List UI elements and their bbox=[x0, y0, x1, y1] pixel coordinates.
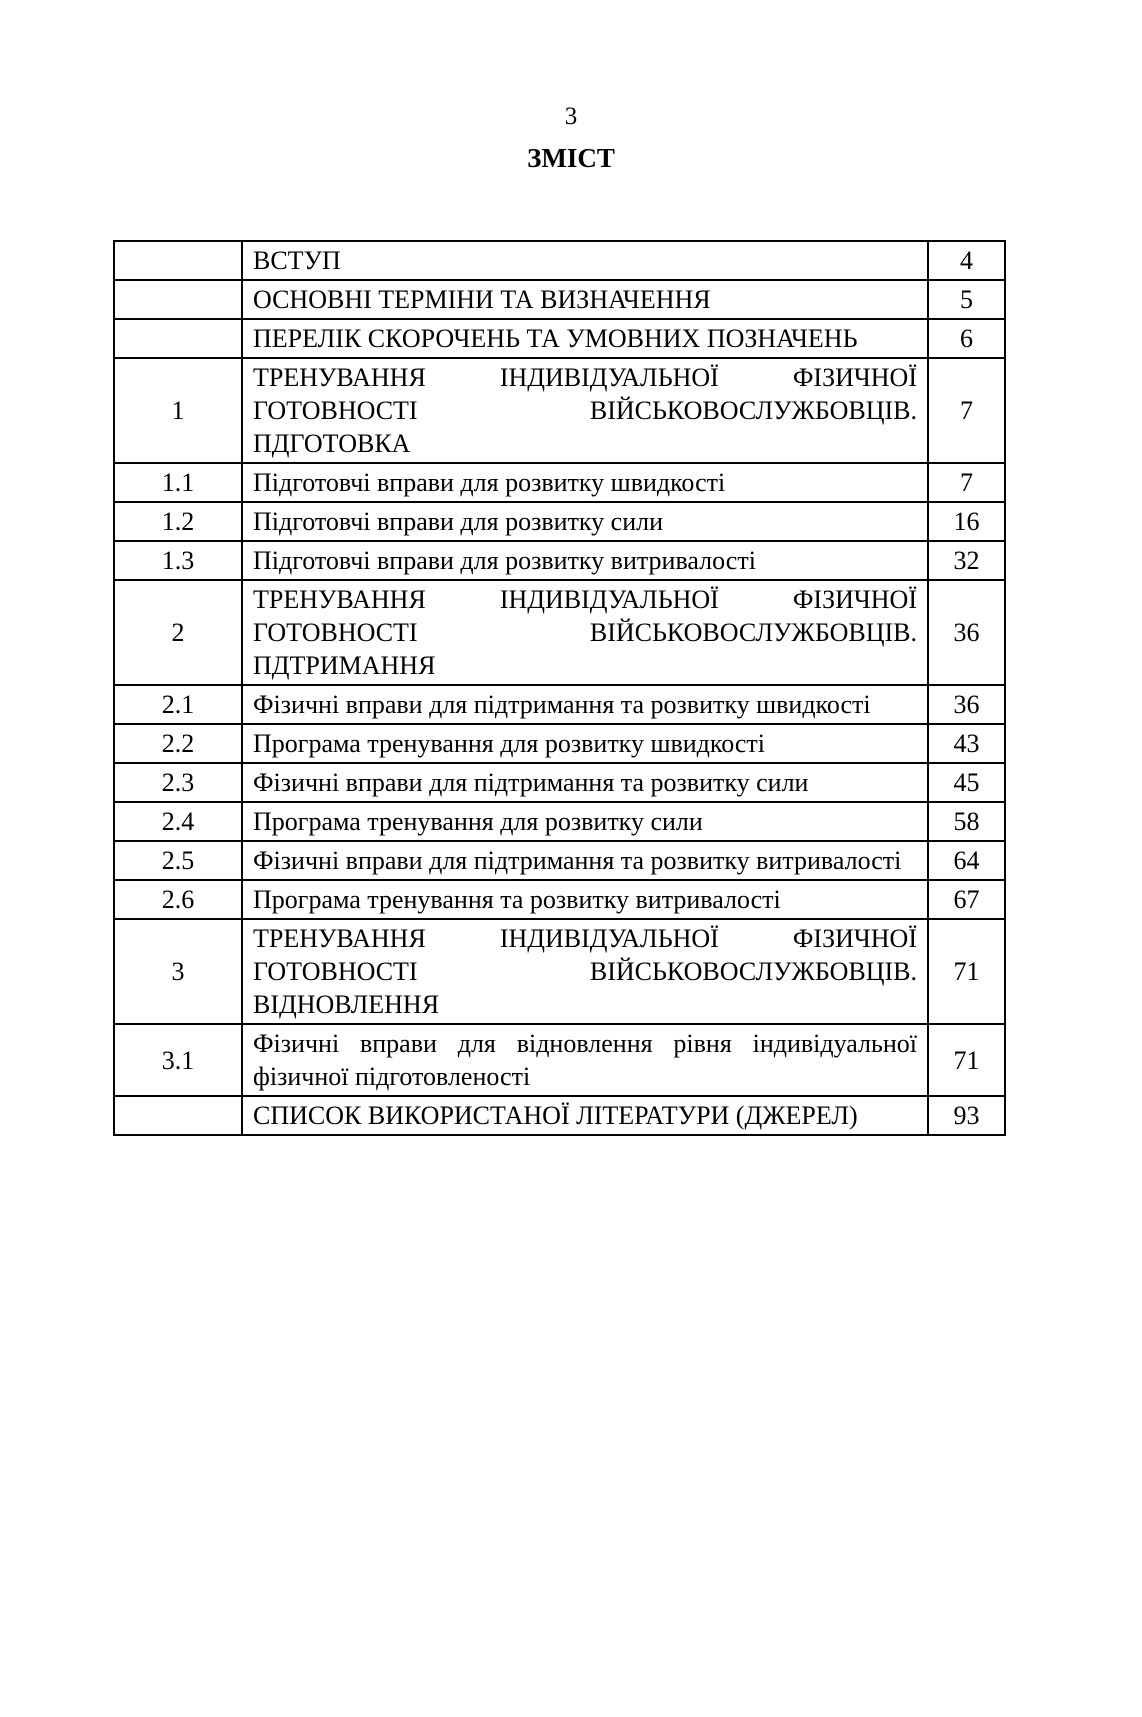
section-number-cell: 2 bbox=[114, 580, 242, 685]
section-title-line: ПДТРИМАННЯ bbox=[253, 651, 436, 680]
section-title-line: ТРЕНУВАННЯ ІНДИВІДУАЛЬНОЇ ФІЗИЧНОЇ bbox=[253, 363, 917, 392]
section-title-cell bbox=[242, 463, 928, 502]
section-number-cell: 1.1 bbox=[114, 463, 242, 502]
table-row bbox=[114, 919, 1005, 1024]
section-number-cell: 2.1 bbox=[114, 685, 242, 724]
page-number-cell: 32 bbox=[928, 541, 1005, 580]
toc-table-body bbox=[114, 241, 1005, 1135]
section-title-line: фізичної підготовленості bbox=[253, 1062, 531, 1091]
table-row bbox=[114, 763, 1005, 802]
section-number-cell: 2.3 bbox=[114, 763, 242, 802]
section-number-cell: 3.1 bbox=[114, 1024, 242, 1096]
section-number-cell: 2.6 bbox=[114, 880, 242, 919]
page-number-cell: 36 bbox=[928, 580, 1005, 685]
table-row bbox=[114, 463, 1005, 502]
section-title-line: Фізичні вправи для підтримання та розвитку сили bbox=[253, 768, 809, 797]
page-number-cell: 7 bbox=[928, 358, 1005, 463]
section-number-cell: 2.5 bbox=[114, 841, 242, 880]
section-title-line: Підготовчі вправи для розвитку швидкості bbox=[253, 468, 726, 497]
section-number-cell: 1.2 bbox=[114, 502, 242, 541]
page-title: ЗМІСТ bbox=[527, 143, 615, 173]
section-title-cell bbox=[242, 919, 928, 1024]
section-title-line: ГОТОВНОСТІ ВІЙСЬКОВОСЛУЖБОВЦІВ. bbox=[253, 618, 917, 647]
section-number-cell bbox=[114, 241, 242, 280]
table-row bbox=[114, 280, 1005, 319]
page-number-cell: 67 bbox=[928, 880, 1005, 919]
page-number-cell: 6 bbox=[928, 319, 1005, 358]
table-row bbox=[114, 724, 1005, 763]
section-title-cell bbox=[242, 763, 928, 802]
page-number-cell: 93 bbox=[928, 1096, 1005, 1135]
page-number-cell: 5 bbox=[928, 280, 1005, 319]
section-title-line: Фізичні вправи для підтримання та розвитку витривалості bbox=[253, 846, 902, 875]
section-number-cell: 3 bbox=[114, 919, 242, 1024]
section-title-cell bbox=[242, 685, 928, 724]
section-title-cell bbox=[242, 241, 928, 280]
section-title-line: Підготовчі вправи для розвитку сили bbox=[253, 507, 664, 536]
page-number-cell: 71 bbox=[928, 1024, 1005, 1096]
section-title-cell bbox=[242, 841, 928, 880]
section-title-line: Фізичні вправи для підтримання та розвитку швидкості bbox=[253, 690, 871, 719]
section-title-cell bbox=[242, 724, 928, 763]
page-number-cell: 36 bbox=[928, 685, 1005, 724]
table-row bbox=[114, 880, 1005, 919]
page-number-cell: 4 bbox=[928, 241, 1005, 280]
section-number-cell bbox=[114, 1096, 242, 1135]
section-title-cell bbox=[242, 580, 928, 685]
section-title-line: ПЕРЕЛІК СКОРОЧЕНЬ ТА УМОВНИХ ПОЗНАЧЕНЬ bbox=[253, 324, 858, 353]
section-title-cell bbox=[242, 502, 928, 541]
section-title-line: ОСНОВНІ ТЕРМІНИ ТА ВИЗНАЧЕННЯ bbox=[253, 285, 711, 314]
table-row bbox=[114, 685, 1005, 724]
section-title-cell bbox=[242, 280, 928, 319]
section-number-cell: 1 bbox=[114, 358, 242, 463]
section-title-line: ВСТУП bbox=[253, 246, 341, 275]
section-number-cell: 2.4 bbox=[114, 802, 242, 841]
section-title-line: ГОТОВНОСТІ ВІЙСЬКОВОСЛУЖБОВЦІВ. bbox=[253, 957, 917, 986]
section-title-cell bbox=[242, 802, 928, 841]
section-title-line: ВІДНОВЛЕННЯ bbox=[253, 990, 440, 1019]
section-title-line: Фізичні вправи для відновлення рівня індивідуальної bbox=[253, 1029, 917, 1058]
table-row bbox=[114, 1024, 1005, 1096]
section-title-line: Підготовчі вправи для розвитку витривалості bbox=[253, 546, 756, 575]
table-row bbox=[114, 580, 1005, 685]
table-row bbox=[114, 358, 1005, 463]
table-row bbox=[114, 802, 1005, 841]
page-number-cell: 64 bbox=[928, 841, 1005, 880]
section-title-line: ТРЕНУВАННЯ ІНДИВІДУАЛЬНОЇ ФІЗИЧНОЇ bbox=[253, 585, 917, 614]
section-number-cell bbox=[114, 280, 242, 319]
section-title-cell bbox=[242, 880, 928, 919]
section-title-line: Програма тренування та розвитку витривалості bbox=[253, 885, 781, 914]
section-title-cell bbox=[242, 358, 928, 463]
section-number-cell: 1.3 bbox=[114, 541, 242, 580]
page-number-cell: 71 bbox=[928, 919, 1005, 1024]
page-number-cell: 7 bbox=[928, 463, 1005, 502]
section-title-cell bbox=[242, 1024, 928, 1096]
table-row bbox=[114, 541, 1005, 580]
section-title-line: Програма тренування для розвитку швидкості bbox=[253, 729, 765, 758]
section-title-line: ГОТОВНОСТІ ВІЙСЬКОВОСЛУЖБОВЦІВ. bbox=[253, 396, 917, 425]
page-number-cell: 45 bbox=[928, 763, 1005, 802]
section-number-cell bbox=[114, 319, 242, 358]
table-row bbox=[114, 502, 1005, 541]
toc-table bbox=[113, 240, 1006, 1136]
section-title-line: СПИСОК ВИКОРИСТАНОЇ ЛІТЕРАТУРИ (ДЖЕРЕЛ) bbox=[253, 1101, 858, 1130]
section-number-cell: 2.2 bbox=[114, 724, 242, 763]
section-title-line: ПДГОТОВКА bbox=[253, 429, 411, 458]
page-number-cell: 43 bbox=[928, 724, 1005, 763]
section-title-cell bbox=[242, 541, 928, 580]
section-title-cell bbox=[242, 319, 928, 358]
section-title-line: ТРЕНУВАННЯ ІНДИВІДУАЛЬНОЇ ФІЗИЧНОЇ bbox=[253, 924, 917, 953]
section-title-line: Програма тренування для розвитку сили bbox=[253, 807, 703, 836]
table-row bbox=[114, 1096, 1005, 1135]
page-number: 3 bbox=[564, 103, 578, 130]
section-title-cell bbox=[242, 1096, 928, 1135]
table-row bbox=[114, 241, 1005, 280]
page-number-cell: 16 bbox=[928, 502, 1005, 541]
table-row bbox=[114, 841, 1005, 880]
table-row bbox=[114, 319, 1005, 358]
page-number-cell: 58 bbox=[928, 802, 1005, 841]
